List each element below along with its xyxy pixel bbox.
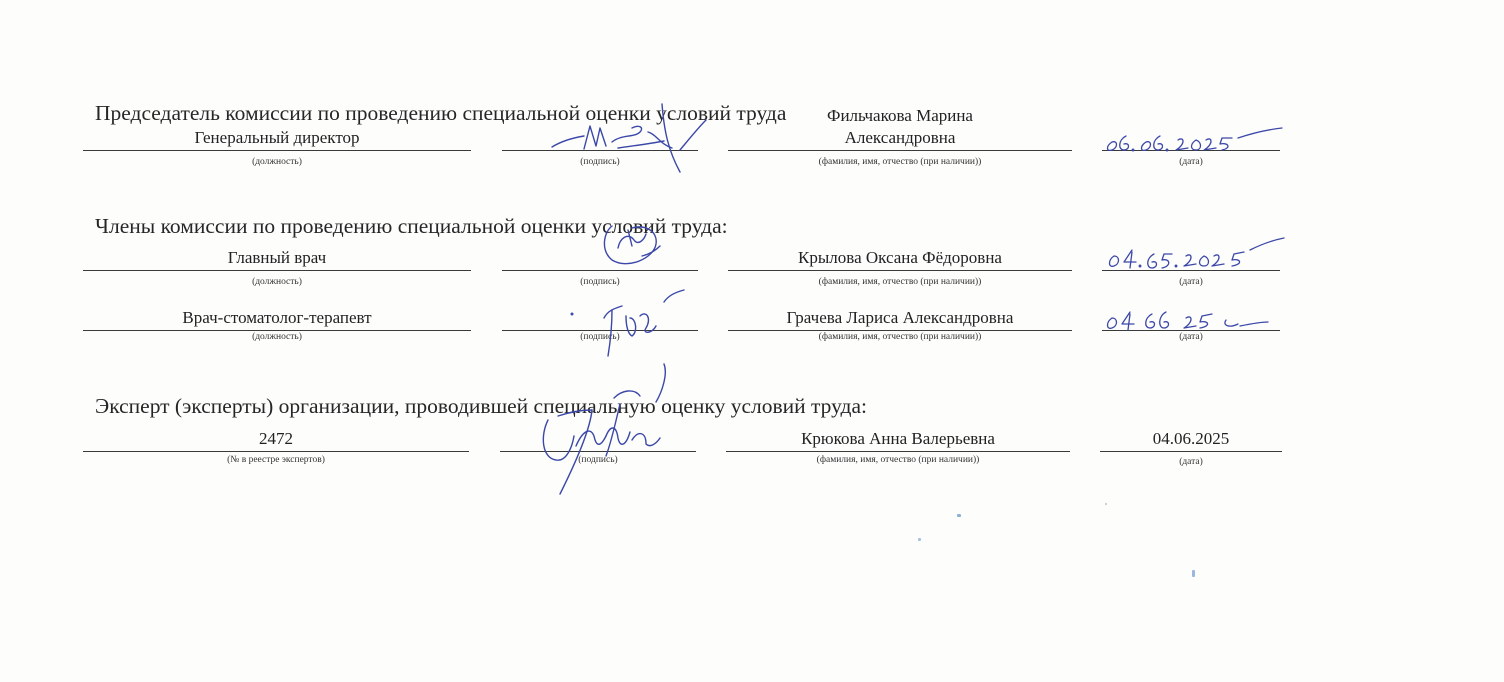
member1-name: Крылова Оксана Фёдоровна xyxy=(798,248,1002,267)
member2-date-field xyxy=(1102,306,1280,331)
expert-date-hint: (дата) xyxy=(1179,457,1203,467)
expert-signature-field xyxy=(500,427,696,452)
chairman-position-hint: (должность) xyxy=(252,157,302,167)
member1-position-hint: (должность) xyxy=(252,277,302,287)
member1-signature-hint: (подпись) xyxy=(580,277,620,287)
expert-heading: Эксперт (эксперты) организации, проводившей специальную оценку условий труда: xyxy=(95,394,867,418)
expert-registry-hint: (№ в реестре экспертов) xyxy=(227,455,325,465)
expert-registry-number: 2472 xyxy=(259,429,293,448)
member1-signature-field xyxy=(502,246,698,271)
member2-name-hint: (фамилия, имя, отчество (при наличии)) xyxy=(818,332,982,342)
chairman-heading: Председатель комиссии по проведению специальной оценки условий труда xyxy=(95,101,787,125)
chairman-name-line2: Александровна xyxy=(844,128,956,147)
member2-position-field xyxy=(83,306,471,331)
member2-date-hint: (дата) xyxy=(1179,332,1203,342)
member1-position: Главный врач xyxy=(227,248,327,267)
chairman-name-field xyxy=(728,106,1072,151)
expert-name-hint: (фамилия, имя, отчество (при наличии)) xyxy=(816,455,980,465)
member2-position: Врач-стоматолог-терапевт xyxy=(182,308,372,327)
member1-name-hint: (фамилия, имя, отчество (при наличии)) xyxy=(818,277,982,287)
members-heading: Члены комиссии по проведению специальной оценки условий труда: xyxy=(95,214,728,238)
chairman-position: Генеральный директор xyxy=(194,128,360,147)
expert-name-field xyxy=(726,427,1070,452)
scan-speck xyxy=(1192,570,1195,577)
expert-name: Крюкова Анна Валерьевна xyxy=(801,429,995,448)
chairman-position-field xyxy=(83,126,471,151)
scan-speck xyxy=(1105,503,1107,505)
scan-speck xyxy=(918,538,921,541)
member2-position-hint: (должность) xyxy=(252,332,302,342)
member1-date-field xyxy=(1102,246,1280,271)
chairman-date-field xyxy=(1102,126,1280,151)
chairman-signature-hint: (подпись) xyxy=(580,157,620,167)
member1-position-field xyxy=(83,246,471,271)
member2-signature-field xyxy=(502,306,698,331)
member2-name-field xyxy=(728,306,1072,331)
member1-date-hint: (дата) xyxy=(1179,277,1203,287)
chairman-name-hint: (фамилия, имя, отчество (при наличии)) xyxy=(818,157,982,167)
member2-signature-hint: (подпись) xyxy=(580,332,620,342)
chairman-date-hint: (дата) xyxy=(1179,157,1203,167)
chairman-signature-field xyxy=(502,126,698,151)
member1-name-field xyxy=(728,246,1072,271)
scan-speck xyxy=(957,514,961,517)
expert-date-field xyxy=(1100,427,1282,452)
expert-registry-field xyxy=(83,427,469,452)
expert-date: 04.06.2025 xyxy=(1152,429,1230,448)
expert-signature-hint: (подпись) xyxy=(578,455,618,465)
member2-name: Грачева Лариса Александровна xyxy=(786,308,1014,327)
chairman-name-line1: Фильчакова Марина xyxy=(827,106,973,125)
